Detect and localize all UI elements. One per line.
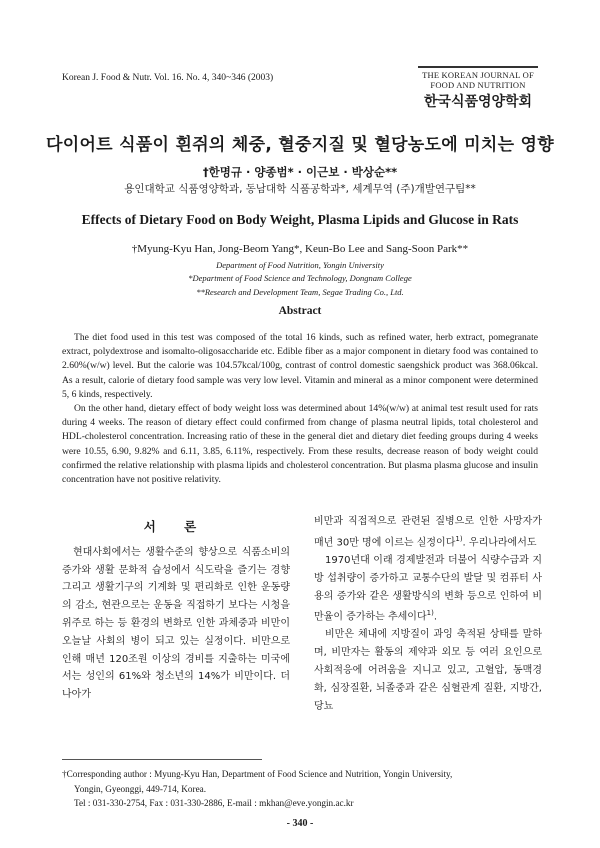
journal-name-ko: 한국식품영양학회: [423, 94, 533, 110]
abstract-heading: Abstract: [278, 305, 322, 317]
affiliation-english-2: *Department of Food Science and Technology, Dongnam College: [188, 273, 412, 283]
corresponding-author-footnote: [62, 767, 542, 811]
reference-marker: 1): [455, 534, 463, 543]
affiliations-korean: 용인대학교 식품영양학과, 동남대학 식품공학과*, 세계무역 (주)개발연구팀**: [124, 183, 476, 195]
paper-title-english: Effects of Dietary Food on Body Weight, Plasma Lipids and Glucose in Rats: [81, 212, 519, 227]
authors-korean: †한명규 · 양종범* · 이근보 · 박상순**: [202, 165, 398, 179]
paper-title-korean: 다이어트 식품이 흰쥐의 체중, 혈중지질 및 혈당농도에 미치는 영향: [46, 135, 554, 155]
abstract-paragraph-2: On the other hand, dietary effect of body weight loss was determined about 14%(w/w) at animal test result used for rats during 4 weeks. The reason of dietary effect could confirmed from change of plasma neutral lipids, total cholesterol and HDL-cholesterol concentration. Increasing ratio of these in the general diet and dietary diet feeding groups during 4 weeks were 10.55, 6.90, 9.82% and 6.11, 3.85, 6.11%, respectively. From these results, decrease reason of body weight could confirmed the relative relationship with plasma lipids and cholesterol concentration. But plasma plasma glucose and insulin concentration have not positive relativity.: [62, 403, 538, 486]
affiliation-english-3: **Research and Development Team, Segae Trading Co., Ltd.: [196, 287, 404, 297]
body-text: . 우리나라에서도: [462, 537, 537, 549]
footnote-line-1: †Corresponding author : Myung-Kyu Han, Department of Food Science and Nutrition, Yongin University,: [62, 769, 453, 779]
footnote-line-2: Yongin, Gyeonggi, 449-714, Korea.: [74, 783, 207, 794]
journal-citation: Korean J. Food & Nutr. Vol. 16. No. 4, 340~346 (2003): [62, 73, 274, 83]
affiliation-english-1: Department of Food Nutrition, Yongin University: [216, 260, 384, 270]
body-paragraph-right-2: [314, 552, 542, 627]
section-heading-introduction: 서 론: [143, 519, 209, 534]
journal-name-en-line2: FOOD AND NUTRITION: [430, 80, 526, 90]
body-column-right: [314, 513, 542, 715]
page-number: - 340 -: [286, 818, 314, 829]
footnote-line-3: Tel : 031-330-2754, Fax : 031-330-2886, E-mail : mkhan@eve.yongin.ac.kr: [74, 798, 354, 808]
abstract-paragraph-1: The diet food used in this test was composed of the total 16 kinds, such as refined water, herb extract, pomegranate extract, polydextrose and isomalto-oligosaccharide etc. Edible fiber as a major component in dietary food was contained to 2.60%(w/w) level. But the calorie was 104.57kcal/100g, contrast of control domestic saengshick product was 368.06kcal. As a result, calorie of dietary food sample was very low level. Vitamin and mineral as a minor component were determined 5, 6 kinds, respectively.: [62, 332, 538, 400]
footnote-divider: [62, 759, 262, 760]
reference-marker: 1): [426, 609, 434, 618]
abstract-body: [62, 331, 538, 487]
body-text: 1970년대 이래 경제발전과 더불어 식량수급과 지방 섭취량이 증가하고 교통수단의 발달 및 컴퓨터 사용의 증가와 같은 생활방식의 변화 등으로 인하여 비만율이 증가하는 추세이다: [314, 554, 542, 623]
body-paragraph-left-1: 현대사회에서는 생활수준의 향상으로 식품소비의 증가와 생활 문화적 습성에서 식도락을 즐기는 경향 그리고 생활기구의 기계화 및 편리화로 인한 운동량의 감소, 현관으로는 운동을 직접하기 보다는 시청을 위주로 하는 등 환경의 변화로 인한 과체중과 비만이 오늘날 사회의 병이 되고 있는 실정이다. 비만으로 인해 매년 120조원 이상의 경비를 지출하는 미국에서는 성인의 61%와 청소년의 14%가 비만이다. 더 나아가: [62, 546, 290, 701]
body-column-left: [62, 516, 290, 704]
authors-english: †Myung-Kyu Han, Jong-Beom Yang*, Keun-Bo Lee and Sang-Soon Park**: [131, 243, 469, 255]
body-text: 비만과 직접적으로 관련된 질병으로 인한 사망자가 매년 30만 명에 이르는 실정이다: [314, 516, 542, 549]
body-text: .: [433, 611, 437, 623]
body-paragraph-right-3: 비만은 체내에 지방질이 과잉 축적된 상태를 말하며, 비만자는 활동의 제약과 외모 등 여러 요인으로 사회적응에 어려움을 지니고 있고, 고혈압, 동맥경화, 심장질환, 뇌졸중과 같은 심혈관계 질환, 지방간, 당뇨: [314, 629, 542, 712]
body-paragraph-right-1: [314, 513, 542, 552]
journal-logo: [418, 66, 538, 111]
journal-name-en-line1: THE KOREAN JOURNAL OF: [422, 70, 534, 80]
